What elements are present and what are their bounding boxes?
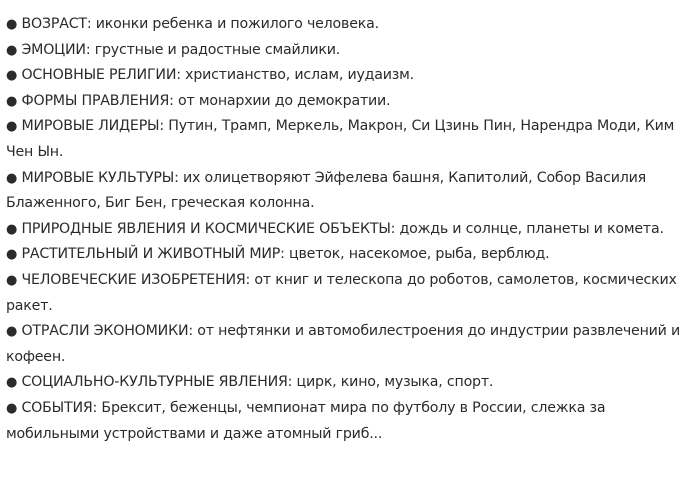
list-item-text: РАСТИТЕЛЬНЫЙ И ЖИВОТНЫЙ МИР: цветок, насекомое, рыба, верблюд. — [21, 246, 550, 263]
list-item — [6, 268, 690, 319]
list-item — [6, 63, 690, 89]
bullet-icon: ● — [6, 400, 18, 416]
list-item — [6, 370, 690, 396]
bullet-icon: ● — [6, 68, 18, 84]
list-item-text: ОСНОВНЫЕ РЕЛИГИИ: христианство, ислам, иудаизм. — [21, 67, 414, 84]
list-item-text: ЧЕЛОВЕЧЕСКИЕ ИЗОБРЕТЕНИЯ: от книг и телескопа до роботов, самолетов, космических ракет. — [6, 271, 677, 314]
bullet-icon: ● — [6, 119, 18, 135]
list-item — [6, 166, 690, 217]
bullet-icon: ● — [6, 375, 18, 391]
list-item — [6, 242, 690, 268]
bullet-icon: ● — [6, 170, 18, 186]
bullet-icon: ● — [6, 17, 18, 32]
list-item — [6, 114, 690, 165]
bulleted-list — [6, 12, 690, 447]
list-item — [6, 38, 690, 64]
list-item-text: ВОЗРАСТ: иконки ребенка и пожилого человека. — [21, 16, 379, 32]
bullet-icon: ● — [6, 272, 18, 288]
list-item-text: МИРОВЫЕ КУЛЬТУРЫ: их олицетворяют Эйфелева башня, Капитолий, Собор Василия Блаженного, Биг Бен, греческая колонна. — [6, 169, 646, 212]
list-item — [6, 12, 690, 38]
bullet-icon: ● — [6, 247, 18, 263]
list-item-text: ФОРМЫ ПРАВЛЕНИЯ: от монархии до демократии. — [21, 92, 391, 109]
bullet-icon: ● — [6, 324, 18, 340]
list-item — [6, 217, 690, 243]
list-item-text: ЭМОЦИИ: грустные и радостные смайлики. — [21, 41, 341, 58]
bullet-icon: ● — [6, 42, 18, 58]
list-item — [6, 396, 690, 447]
list-item-text: МИРОВЫЕ ЛИДЕРЫ: Путин, Трамп, Меркель, Макрон, Си Цзинь Пин, Нарендра Моди, Ким Чен Ын. — [6, 118, 675, 160]
list-item — [6, 319, 690, 370]
list-item — [6, 89, 690, 115]
list-item-text: ОТРАСЛИ ЭКОНОМИКИ: от нефтянки и автомобилестроения до индустрии развлечений и кофеен. — [6, 323, 681, 365]
bullet-icon: ● — [6, 221, 18, 237]
bullet-icon: ● — [6, 93, 18, 109]
list-item-text: СОБЫТИЯ: Брексит, беженцы, чемпионат мира по футболу в России, слежка за мобильными устройствами и даже атомный гриб... — [6, 399, 606, 442]
list-item-text: ПРИРОДНЫЕ ЯВЛЕНИЯ И КОСМИЧЕСКИЕ ОБЪЕКТЫ: дождь и солнце, планеты и комета. — [21, 220, 664, 237]
list-item-text: СОЦИАЛЬНО-КУЛЬТУРНЫЕ ЯВЛЕНИЯ: цирк, кино, музыка, спорт. — [21, 374, 494, 391]
